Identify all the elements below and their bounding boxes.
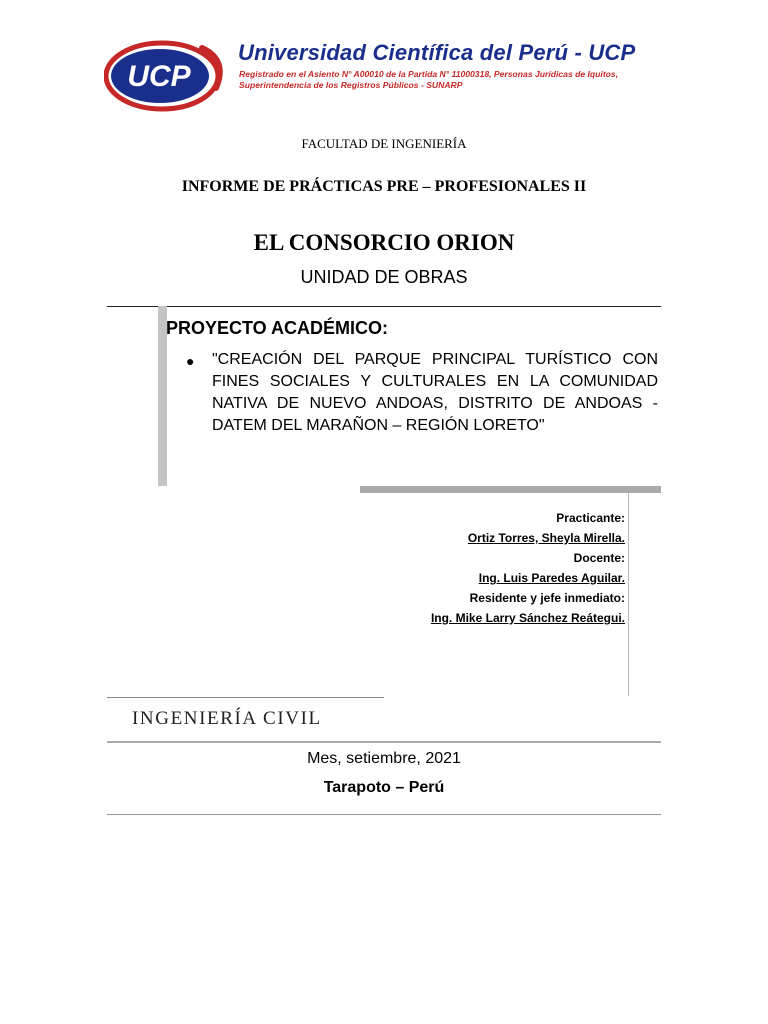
ucp-logo — [104, 38, 230, 114]
career-title: INGENIERÍA CIVIL — [132, 708, 322, 729]
ucp-logo-graphic — [104, 38, 230, 114]
university-name: Universidad Científica del Perú - UCP — [238, 40, 636, 65]
registration-line-2: Superintendencia de los Registros Públicos - SUNARP — [239, 80, 463, 90]
company-name: EL CONSORCIO ORION — [253, 230, 515, 255]
people-side-line — [628, 493, 629, 696]
people-block — [360, 510, 625, 630]
date-text: Mes, setiembre, 2021 — [307, 750, 461, 767]
resident-label: Residente y jefe inmediato: — [469, 591, 625, 605]
teacher-name: Ing. Luis Paredes Aguilar. — [478, 571, 625, 585]
logo-text: UCP — [127, 60, 191, 93]
people-accent-bar — [360, 486, 661, 493]
registration-info — [239, 69, 659, 91]
bullet-icon: ● — [186, 353, 195, 369]
student-label: Practicante: — [556, 511, 625, 525]
project-description: "CREACIÓN DEL PARQUE PRINCIPAL TURÍSTICO CON FINES SOCIALES Y CULTURALES EN LA COMUNIDAD NATIVA DE NUEVO ANDOAS, DISTRITO DE ANDOAS - DATEM DEL MARAÑON – REGIÓN LORETO" — [212, 351, 658, 434]
divider-top — [107, 306, 661, 307]
project-heading: PROYECTO ACADÉMICO: — [166, 318, 389, 338]
unit-name: UNIDAD DE OBRAS — [300, 267, 468, 287]
divider-middle — [107, 741, 661, 743]
faculty-title: FACULTAD DE INGENIERÍA — [301, 136, 467, 151]
registration-line-1: Registrado en el Asiento N° A00010 de la Partida N° 11000318, Personas Jurídicas de Iquitos, — [239, 69, 619, 79]
resident-name: Ing. Mike Larry Sánchez Reátegui. — [430, 611, 625, 625]
report-title: INFORME DE PRÁCTICAS PRE – PROFESIONALES II — [181, 178, 587, 195]
place-text: Tarapoto – Perú — [323, 779, 445, 796]
student-name: Ortiz Torres, Sheyla Mirella. — [467, 531, 625, 545]
divider-career — [107, 697, 384, 698]
divider-bottom — [107, 814, 661, 815]
teacher-label: Docente: — [573, 551, 625, 565]
